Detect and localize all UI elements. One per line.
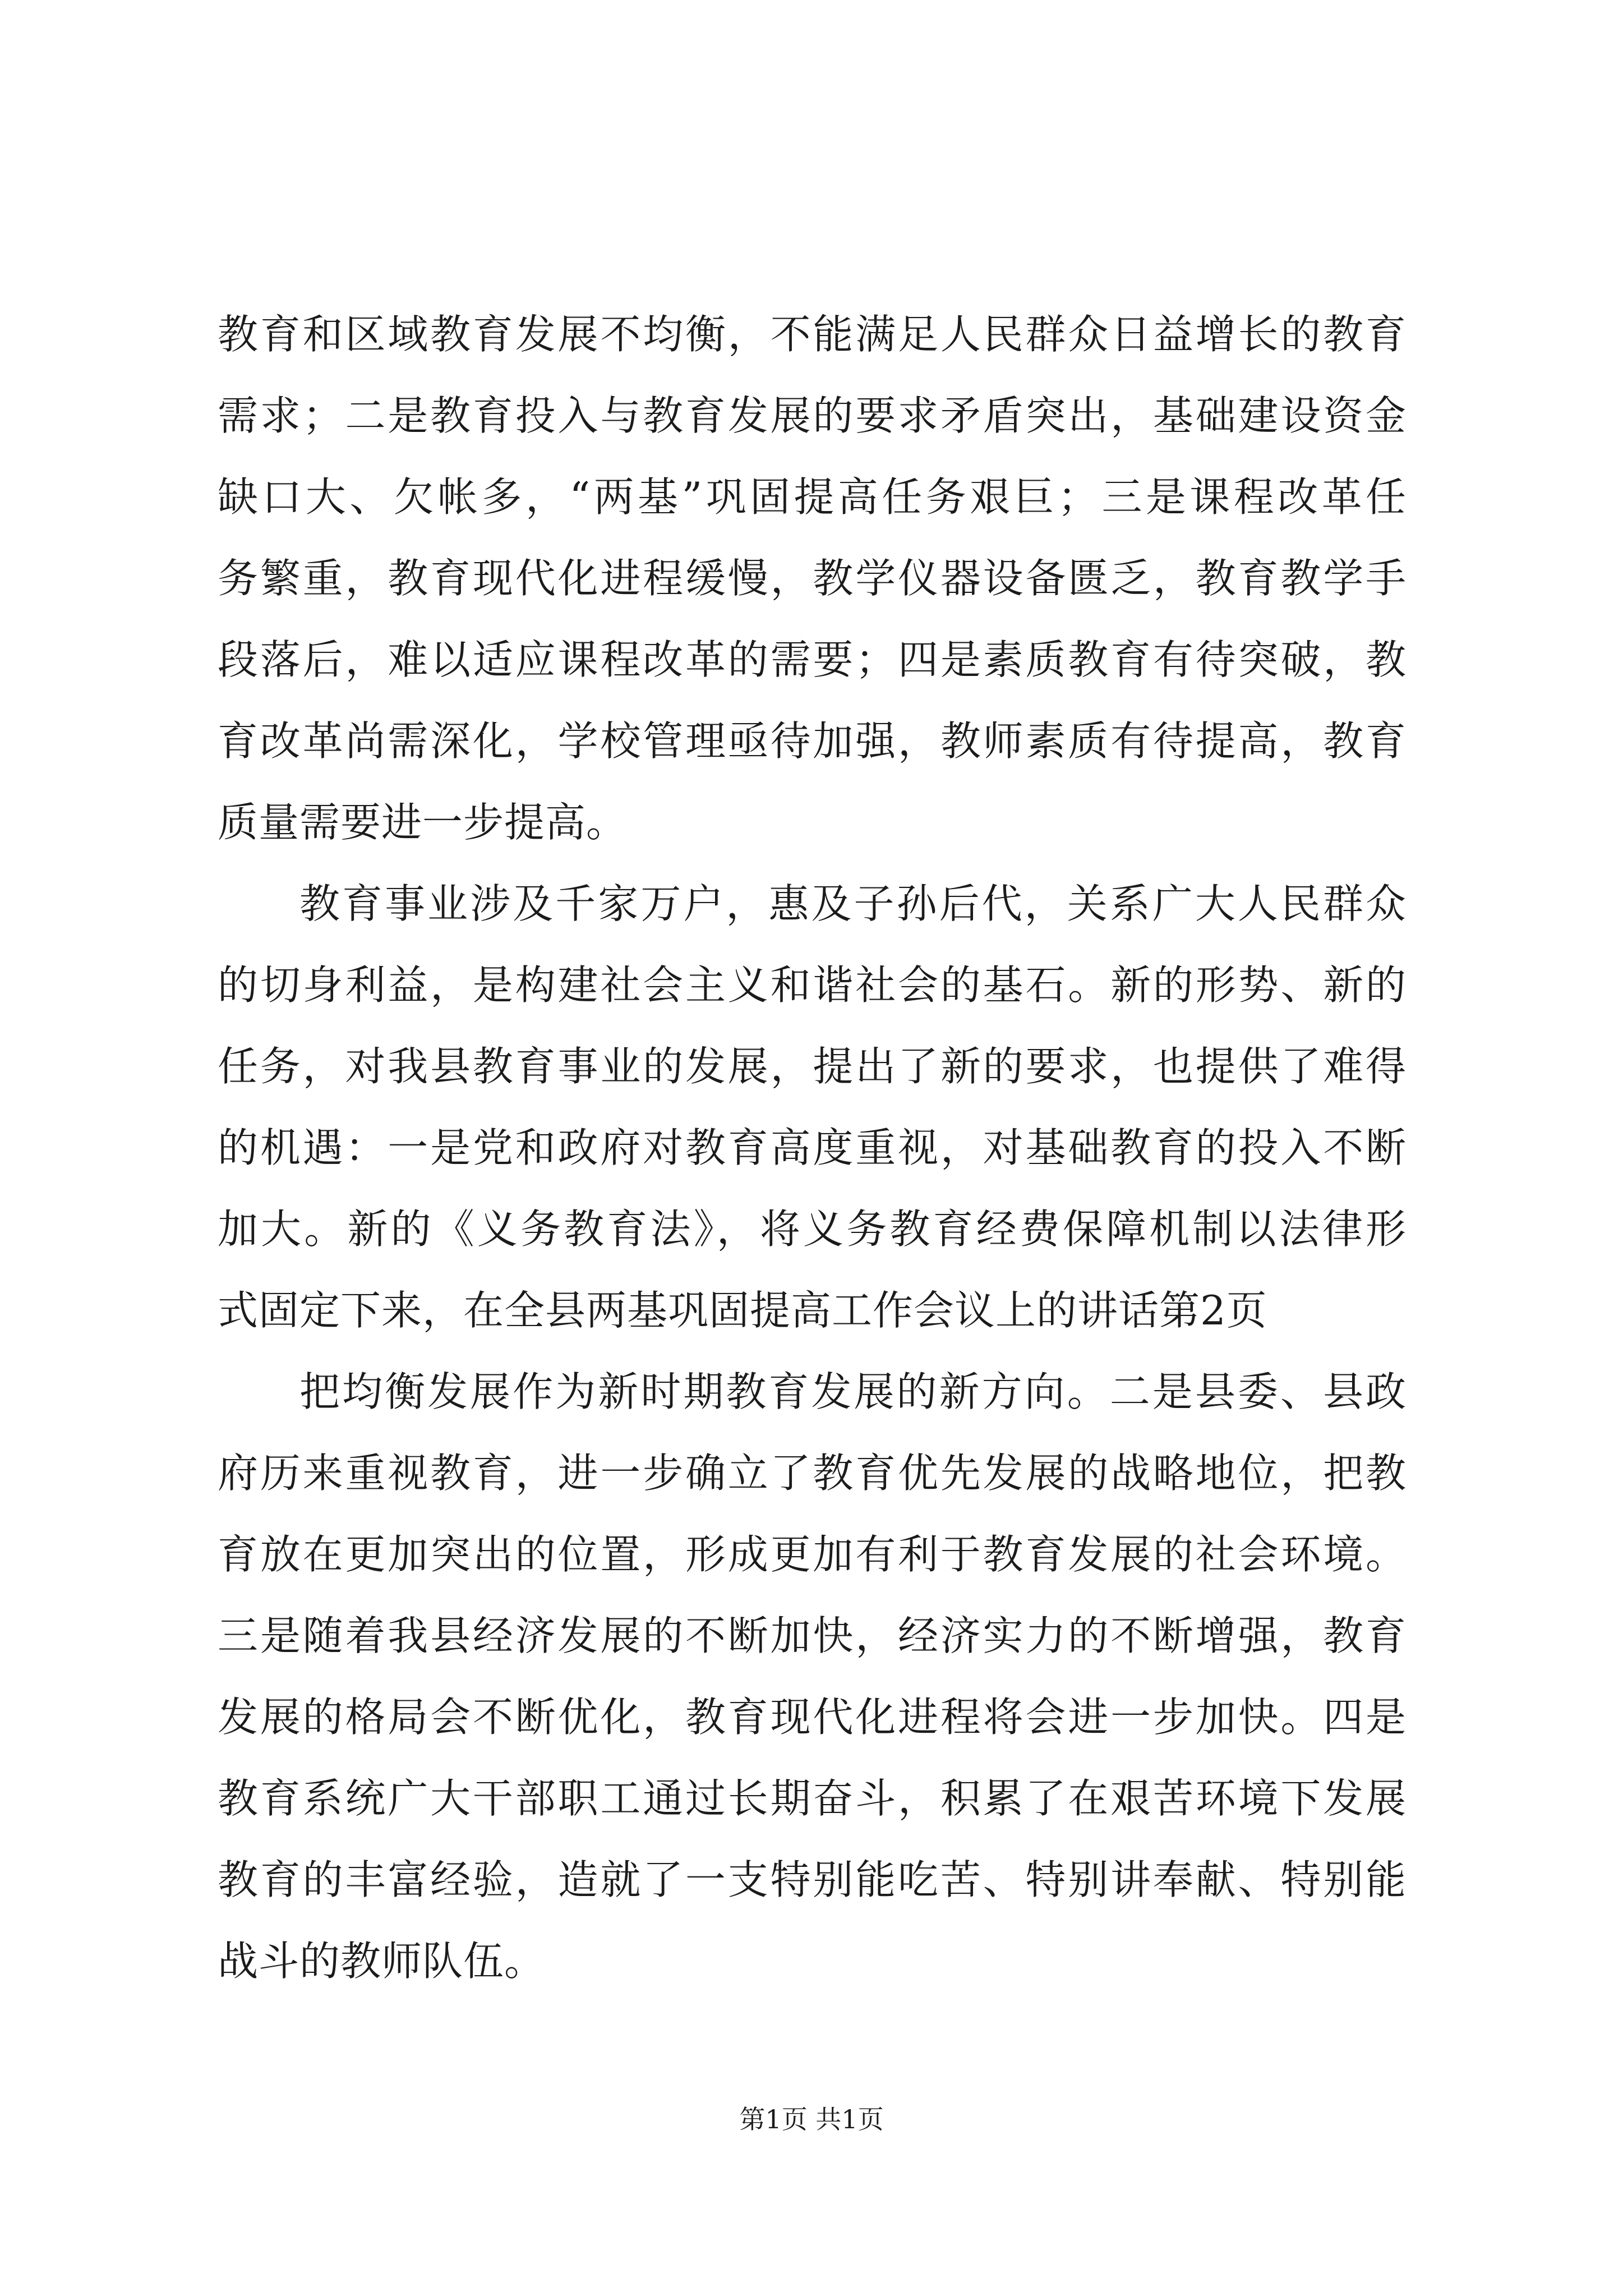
paragraph-3 xyxy=(218,1351,1406,2002)
text-line: 育放在更加突出的位置，形成更加有利于教育发展的社会环境。 xyxy=(218,1531,1406,1578)
text-line: 务繁重，教育现代化进程缓慢，教学仪器设备匮乏，教育教学手 xyxy=(218,555,1406,602)
text-line: 战斗的教师队伍。 xyxy=(218,1938,546,1985)
text-line: 质量需要进一步提高。 xyxy=(218,799,628,846)
text-line: 教育系统广大干部职工通过长期奋斗，积累了在艰苦环境下发展 xyxy=(218,1775,1406,1822)
text-line: 需求；二是教育投入与教育发展的要求矛盾突出，基础建设资金 xyxy=(218,392,1406,439)
text-line: 缺口大、欠帐多，“两基”巩固提高任务艰巨；三是课程改革任 xyxy=(218,473,1406,521)
document-body xyxy=(218,294,1406,2002)
text-line: 育改革尚需深化，学校管理亟待加强，教师素质有待提高，教育 xyxy=(218,717,1406,765)
text-line: 式固定下来，在全县两基巩固提高工作会议上的讲话第2页 xyxy=(218,1287,1267,1334)
text-line: 的切身利益，是构建社会主义和谐社会的基石。新的形势、新的 xyxy=(218,961,1406,1009)
paragraph-1 xyxy=(218,294,1406,863)
paragraph-2 xyxy=(218,863,1406,1351)
text-line: 的机遇：一是党和政府对教育高度重视，对基础教育的投入不断 xyxy=(218,1124,1406,1171)
text-line: 三是随着我县经济发展的不断加快，经济实力的不断增强，教育 xyxy=(218,1612,1406,1659)
text-line: 任务，对我县教育事业的发展，提出了新的要求，也提供了难得 xyxy=(218,1043,1406,1090)
text-line: 发展的格局会不断优化，教育现代化进程将会进一步加快。四是 xyxy=(218,1694,1406,1741)
page-number-footer: 第1页 共1页 xyxy=(739,2104,884,2134)
text-line: 把均衡发展作为新时期教育发展的新方向。二是县委、县政 xyxy=(299,1368,1406,1415)
text-line: 教育和区域教育发展不均衡，不能满足人民群众日益增长的教育 xyxy=(218,311,1406,358)
text-line: 教育的丰富经验，造就了一支特别能吃苦、特别讲奉献、特别能 xyxy=(218,1856,1406,1903)
text-line: 教育事业涉及千家万户，惠及子孙后代，关系广大人民群众 xyxy=(299,880,1406,927)
text-line: 加大。新的《义务教育法》，将义务教育经费保障机制以法律形 xyxy=(218,1205,1406,1253)
text-line: 段落后，难以适应课程改革的需要；四是素质教育有待突破，教 xyxy=(218,636,1406,683)
text-line: 府历来重视教育，进一步确立了教育优先发展的战略地位，把教 xyxy=(218,1450,1406,1497)
